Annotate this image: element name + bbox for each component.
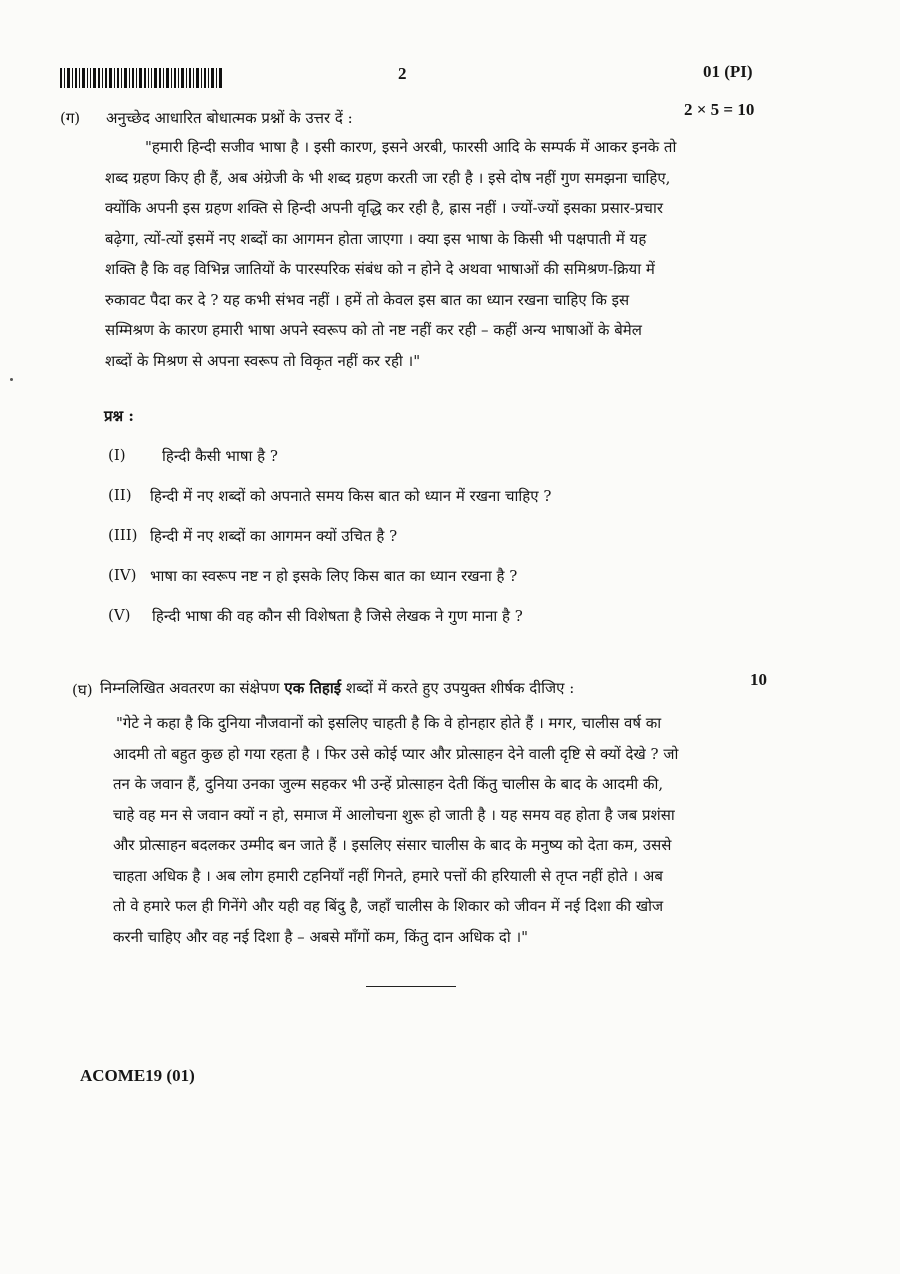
questions-label: प्रश्न : [104,407,134,425]
scan-speck [10,378,13,381]
passage-line: और प्रोत्साहन बदलकर उम्मीद बन जाते हैं । इसलिए संसार चालीस के बाद के मनुष्य को देता कम, उससे [113,836,672,854]
passage-line: चाहता अधिक है । अब लोग हमारी टहनियाँ नहीं गिनते, हमारे पत्तों की हरियाली से तृप्त नहीं होते । अब [113,866,663,885]
question-number: (I) [108,446,126,464]
passage-line: रुकावट पैदा कर दे ? यह कभी संभव नहीं । हमें तो केवल इस बात का ध्यान रखना चाहिए कि इस [105,290,630,309]
end-rule [366,986,456,987]
footer-paper-code: ACOME19 (01) [80,1066,195,1085]
question-item [108,526,708,552]
passage-line: सम्मिश्रण के कारण हमारी भाषा अपने स्वरूप को तो नष्ट नहीं कर रही – कहीं अन्य भाषाओं के बेमेल [105,321,642,339]
section-gha-instruction [100,678,574,698]
passage-line: शब्दों के मिश्रण से अपना स्वरूप तो विकृत नहीं कर रही ।" [105,351,421,370]
question-text: हिन्दी में नए शब्दों को अपनाते समय किस बात को ध्यान में रखना चाहिए ? [150,487,552,505]
section-gha-marks: 10 [750,670,767,689]
question-text: हिन्दी कैसी भाषा है ? [162,447,278,465]
instruction-emphasis: एक तिहाई [284,679,342,697]
passage-line: क्योंकि अपनी इस ग्रहण शक्ति से हिन्दी अपनी वृद्धि कर रही है, ह्रास नहीं । ज्यों-ज्यों इसका प्रसार-प्रचार [105,199,663,217]
section-ga-label: (ग) [60,109,81,127]
passage-line: करनी चाहिए और वह नई दिशा है – अबसे माँगों कम, किंतु दान अधिक दो ।" [113,927,529,946]
passage-line: तन के जवान हैं, दुनिया उनका जुल्म सहकर भी उन्हें प्रोत्साहन देती किंतु चालीस के बाद के आदमी की, [113,775,664,793]
question-item [108,606,708,632]
passage-line: "हमारी हिन्दी सजीव भाषा है । इसी कारण, इसने अरबी, फारसी आदि के सम्पर्क में आकर इनके तो [145,138,677,156]
question-item [108,446,708,472]
passage-line: शब्द ग्रहण किए ही हैं, अब अंग्रेजी के भी शब्द ग्रहण करती जा रही है । इसे दोष नहीं गुण समझना चाहिए, [105,168,671,187]
instruction-text: निम्नलिखित अवतरण का संक्षेपण [100,679,285,697]
paper-code: 01 (PI) [703,62,753,81]
question-number: (III) [108,526,138,544]
passage-line: चाहे वह मन से जवान क्यों न हो, समाज में आलोचना शुरू हो जाती है । यह समय वह होता है जब प्रशंसा [113,805,675,824]
question-number: (V) [108,606,131,624]
instruction-text: शब्दों में करते हुए उपयुक्त शीर्षक दीजिए : [341,679,575,697]
question-item [108,566,708,592]
section-ga-instruction: अनुच्छेद आधारित बोधात्मक प्रश्नों के उत्तर दें : [106,109,353,127]
passage-line: शक्ति है कि वह विभिन्न जातियों के पारस्परिक संबंध को न होने दे अथवा भाषाओं की समिश्रण-क्रिया में [105,260,655,278]
passage-line: बढ़ेगा, त्यों-त्यों इसमें नए शब्दों का आगमन होता जाएगा । क्या इस भाषा के किसी भी पक्षपाती में यह [105,229,647,248]
passage-line: "गेटे ने कहा है कि दुनिया नौजवानों को इसलिए चाहती है कि वे होनहार होते हैं । मगर, चालीस वर्ष का [116,714,662,732]
question-text: भाषा का स्वरूप नष्ट न हो इसके लिए किस बात का ध्यान रखना है ? [150,567,518,585]
section-ga-passage [105,132,765,376]
section-ga-marks: 2 × 5 = 10 [684,100,755,119]
page-number: 2 [398,64,407,83]
question-item [108,486,708,512]
passage-line: तो वे हमारे फल ही गिनेंगे और यही वह बिंदु है, जहाँ चालीस के शिकार को जीवन में नई दिशा की खोज [113,897,664,915]
question-text: हिन्दी में नए शब्दों का आगमन क्यों उचित है ? [150,527,398,545]
barcode [60,68,222,88]
section-gha-label: (घ) [72,681,93,699]
question-number: (IV) [108,566,137,584]
question-number: (II) [108,486,132,504]
passage-line: आदमी तो बहुत कुछ हो गया रहता है । फिर उसे कोई प्यार और प्रोत्साहन देने वाली दृष्टि से क्यों देखे ? जो [113,744,679,763]
question-text: हिन्दी भाषा की वह कौन सी विशेषता है जिसे लेखक ने गुण माना है ? [152,607,523,625]
section-gha-passage [113,708,773,952]
